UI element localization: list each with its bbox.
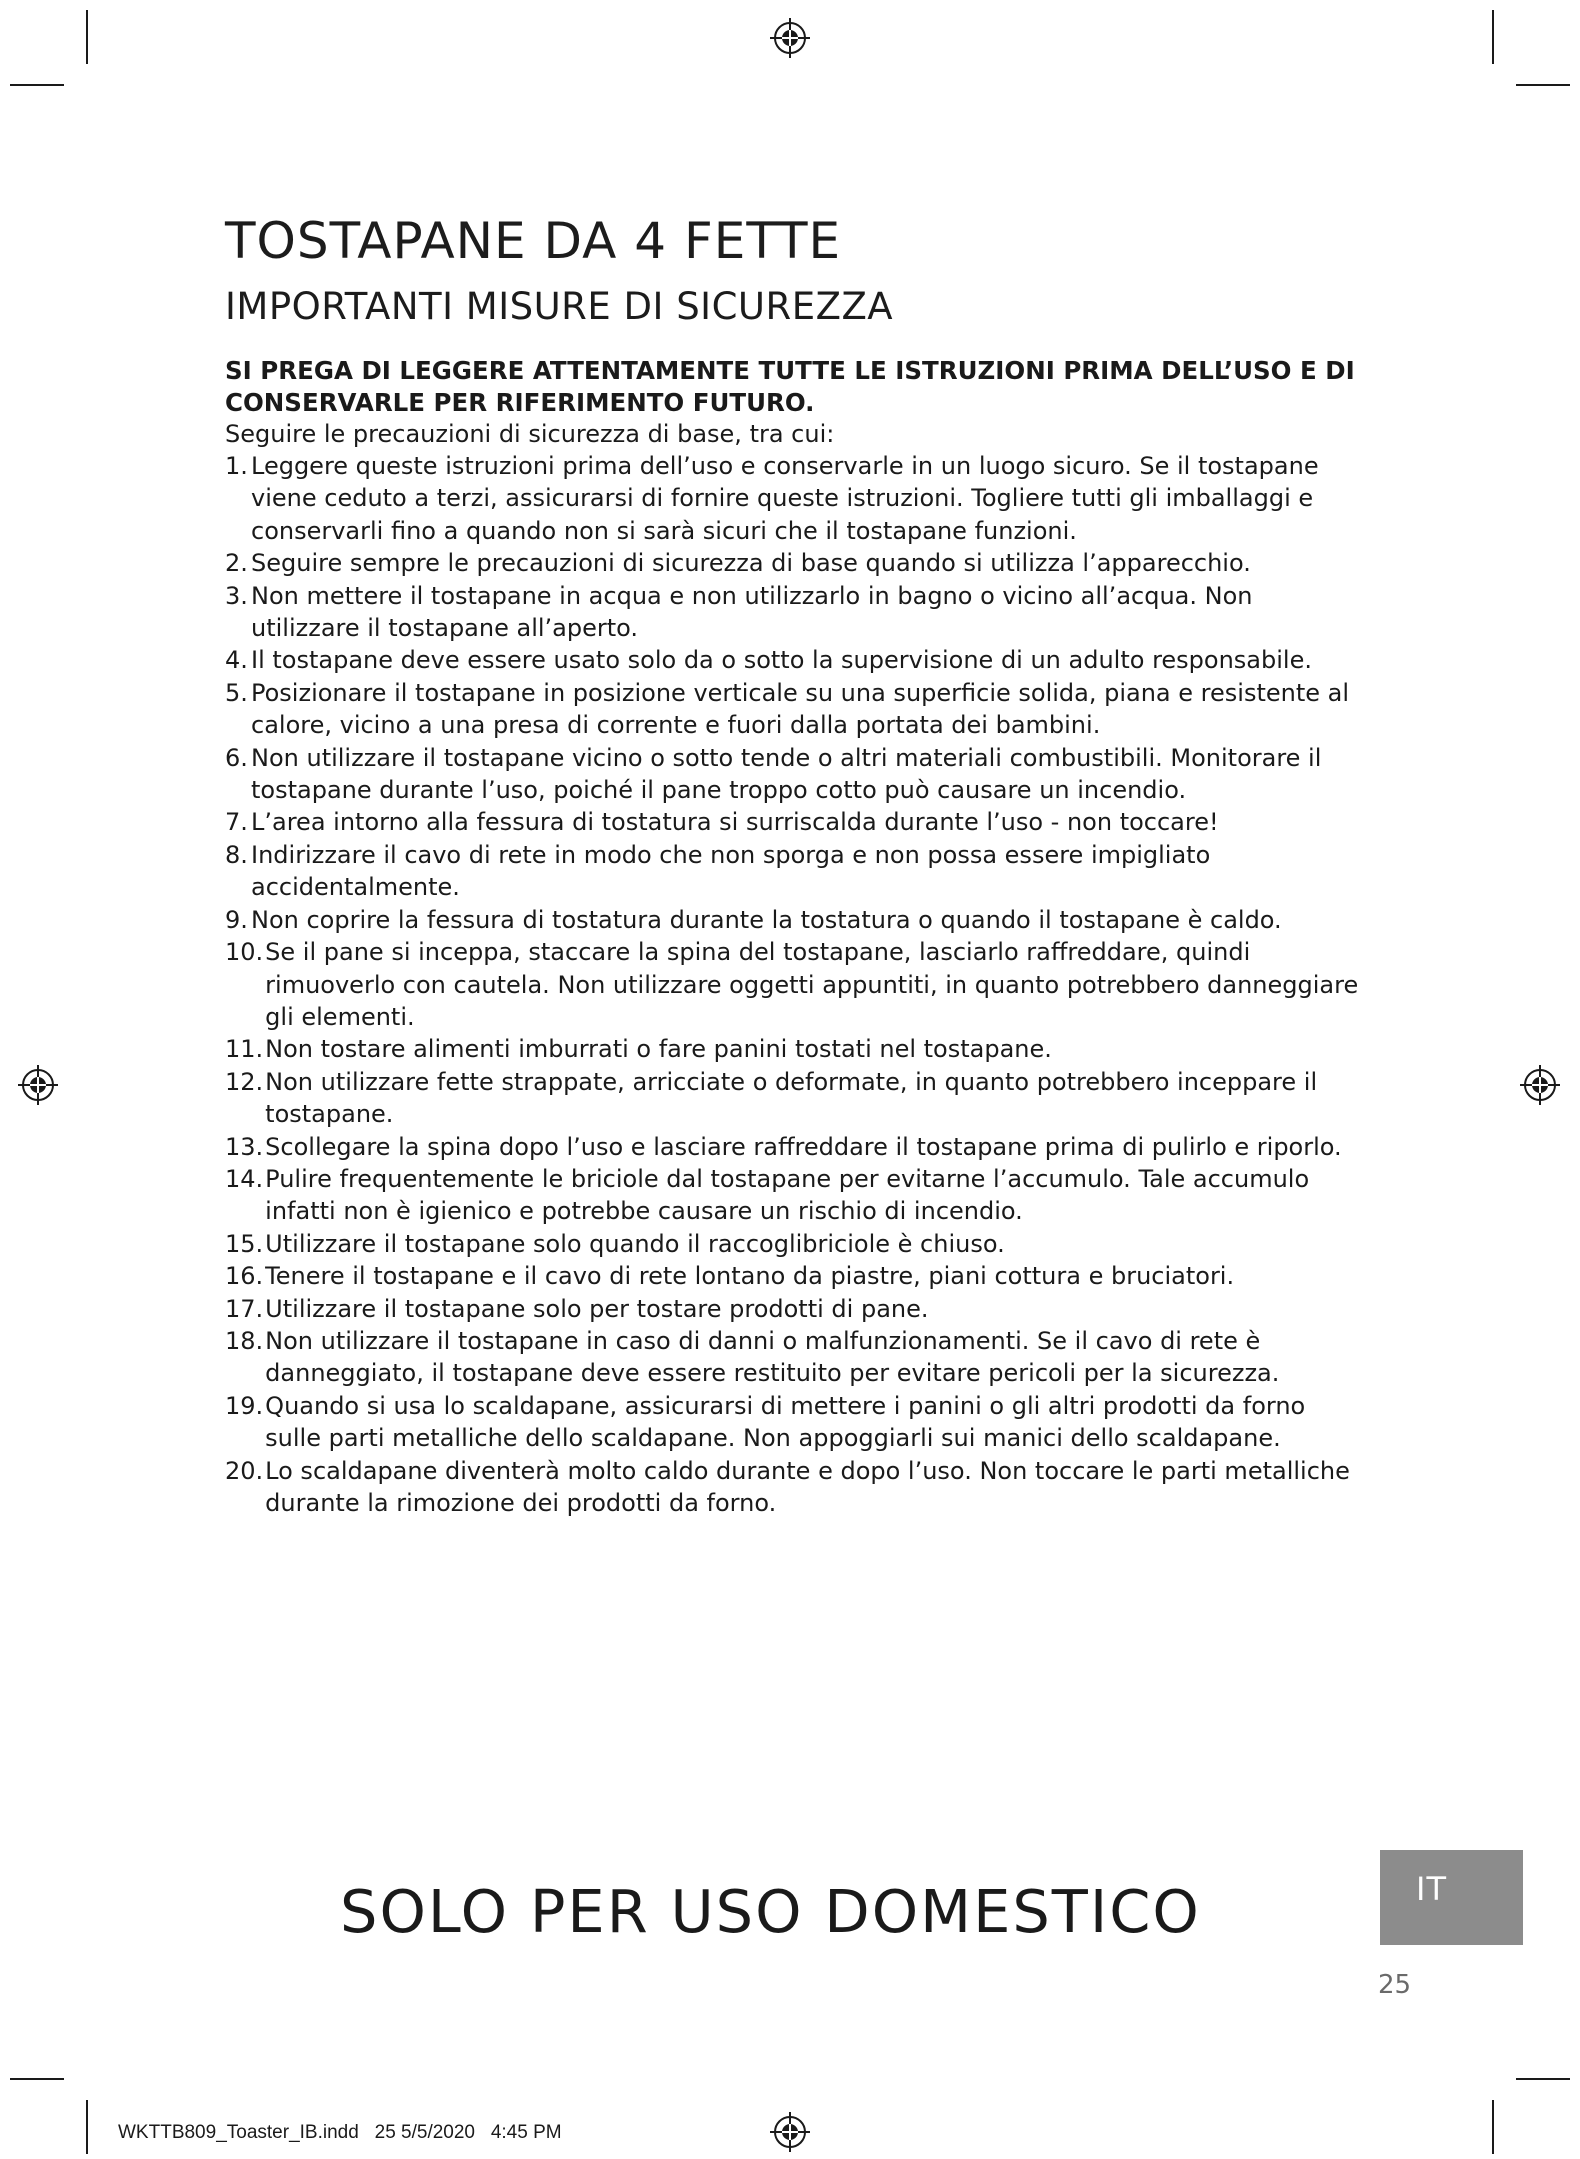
rule-text: Leggere queste istruzioni prima dell’uso e conservarle in un luogo sicuro. Se il tostapane viene ceduto a terzi, assicurarsi di fornire queste istruzioni. Togliere tutti gli imballaggi e conservarli fino a quando non si sarà sicuri che il tostapane funzioni. [251, 452, 1319, 545]
rule-number: 3. [225, 581, 248, 610]
rule-number: 13. [225, 1132, 264, 1161]
rule-text: Non mettere il tostapane in acqua e non utilizzarlo in bagno o vicino all’acqua. Non utilizzare il tostapane all’aperto. [251, 581, 1253, 643]
safety-rule [225, 1033, 1360, 1065]
rule-text: Indirizzare il cavo di rete in modo che non sporga e non possa essere impigliato accidentalmente. [251, 840, 1211, 902]
rule-number: 11. [225, 1035, 264, 1064]
rule-text: Pulire frequentemente le briciole dal tostapane per evitarne l’accumulo. Tale accumulo infatti non è igienico e potrebbe causare un rischio di incendio. [265, 1164, 1310, 1226]
registration-mark-icon [768, 16, 812, 60]
safety-rule [225, 904, 1360, 936]
rule-text: L’area intorno alla fessura di tostatura si surriscalda durante l’uso - non toccare! [251, 808, 1219, 837]
rule-text: Non utilizzare il tostapane in caso di danni o malfunzionamenti. Se il cavo di rete è danneggiato, il tostapane deve essere restituito per evitare pericoli per la sicurezza. [265, 1326, 1280, 1388]
rule-number: 20. [225, 1456, 264, 1485]
rule-text: Scollegare la spina dopo l’uso e lasciare raffreddare il tostapane prima di pulirlo e riporlo. [265, 1132, 1342, 1161]
rule-text: Quando si usa lo scaldapane, assicurarsi di mettere i panini o gli altri prodotti da forno sulle parti metalliche dello scaldapane. Non appoggiarli sui manici dello scaldapane. [265, 1391, 1306, 1453]
crop-mark-top-left-vertical [86, 10, 88, 64]
registration-mark-icon [1518, 1063, 1562, 1107]
rule-text: Tenere il tostapane e il cavo di rete lontano da piastre, piani cottura e bruciatori. [265, 1262, 1235, 1291]
crop-mark-bottom-right-vertical [1492, 2100, 1494, 2154]
print-slug: WKTTB809_Toaster_IB.indd 25 5/5/2020 4:45 PM [118, 2122, 562, 2143]
rule-number: 5. [225, 678, 248, 707]
crop-mark-top-right-horizontal [1516, 84, 1570, 86]
rule-number: 9. [225, 905, 248, 934]
household-use-banner: SOLO PER USO DOMESTICO [340, 1877, 1201, 1946]
rule-number: 17. [225, 1294, 264, 1323]
rule-number: 4. [225, 646, 248, 675]
rule-text: Non utilizzare fette strappate, arricciate o deformate, in quanto potrebbero inceppare il tostapane. [265, 1067, 1318, 1129]
rule-text: Lo scaldapane diventerà molto caldo durante e dopo l’uso. Non toccare le parti metalliche durante la rimozione dei prodotti da forno. [265, 1456, 1350, 1517]
safety-rule [225, 1455, 1360, 1520]
crop-mark-top-right-vertical [1492, 10, 1494, 64]
registration-mark-icon [768, 2110, 812, 2154]
page-number: 25 [1378, 1970, 1412, 2000]
intro-text: Seguire le precauzioni di sicurezza di base, tra cui: [225, 420, 835, 448]
safety-rule [225, 742, 1360, 807]
safety-rule [225, 839, 1360, 904]
safety-rule [225, 1293, 1360, 1325]
rule-number: 15. [225, 1229, 264, 1258]
safety-rule [225, 1066, 1360, 1131]
section-subtitle: IMPORTANTI MISURE DI SICUREZZA [225, 285, 894, 328]
safety-rule [225, 806, 1360, 838]
rule-number: 19. [225, 1391, 264, 1420]
page-title: TOSTAPANE DA 4 FETTE [225, 212, 842, 270]
rule-number: 14. [225, 1164, 264, 1193]
crop-mark-top-left-horizontal [10, 84, 64, 86]
safety-rules-list [225, 450, 1360, 1519]
safety-rule [225, 547, 1360, 579]
rule-number: 16. [225, 1262, 264, 1291]
rule-text: Seguire sempre le precauzioni di sicurezza di base quando si utilizza l’apparecchio. [251, 549, 1251, 578]
language-tab [1380, 1850, 1523, 1945]
rule-text: Utilizzare il tostapane solo quando il raccoglibriciole è chiuso. [265, 1229, 1005, 1258]
crop-mark-bottom-left-vertical [86, 2100, 88, 2154]
rule-number: 12. [225, 1067, 264, 1096]
rule-text: Il tostapane deve essere usato solo da o sotto la supervisione di un adulto responsabile. [251, 646, 1312, 675]
rule-number: 10. [225, 938, 264, 967]
safety-rule [225, 1163, 1360, 1228]
safety-rule [225, 1325, 1360, 1390]
rule-text: Non utilizzare il tostapane vicino o sotto tende o altri materiali combustibili. Monitorare il tostapane durante l’uso, poiché il pane troppo cotto può causare un incendio. [251, 743, 1322, 805]
rule-number: 7. [225, 808, 248, 837]
rule-number: 1. [225, 452, 248, 480]
rule-number: 8. [225, 840, 248, 869]
intro-warning: SI PREGA DI LEGGERE ATTENTAMENTE TUTTE LE ISTRUZIONI PRIMA DELL’USO E DI CONSERVARLE PER RIFERIMENTO FUTURO. [225, 356, 1355, 417]
rule-number: 6. [225, 743, 248, 772]
safety-rule [225, 1390, 1360, 1455]
safety-rule [225, 1131, 1360, 1163]
rule-text: Posizionare il tostapane in posizione verticale su una superficie solida, piana e resistente al calore, vicino a una presa di corrente e fuori dalla portata dei bambini. [251, 678, 1350, 740]
crop-mark-bottom-right-horizontal [1516, 2078, 1570, 2080]
rule-text: Non tostare alimenti imburrati o fare panini tostati nel tostapane. [265, 1035, 1052, 1064]
rule-text: Non coprire la fessura di tostatura durante la tostatura o quando il tostapane è caldo. [251, 905, 1282, 934]
registration-mark-icon [16, 1063, 60, 1107]
crop-mark-bottom-left-horizontal [10, 2078, 64, 2080]
safety-rule [225, 450, 1360, 547]
language-tab-label: IT [1416, 1870, 1447, 1908]
safety-rule [225, 1260, 1360, 1292]
rule-number: 18. [225, 1326, 264, 1355]
safety-rule [225, 677, 1360, 742]
rule-number: 2. [225, 549, 248, 578]
safety-rule [225, 936, 1360, 1033]
safety-rule [225, 580, 1360, 645]
safety-rule [225, 1228, 1360, 1260]
rule-text: Utilizzare il tostapane solo per tostare prodotti di pane. [265, 1294, 929, 1323]
rule-text: Se il pane si inceppa, staccare la spina del tostapane, lasciarlo raffreddare, quindi rimuoverlo con cautela. Non utilizzare oggetti appuntiti, in quanto potrebbero danneggiare gli elementi. [265, 938, 1359, 1031]
safety-rule [225, 644, 1360, 676]
